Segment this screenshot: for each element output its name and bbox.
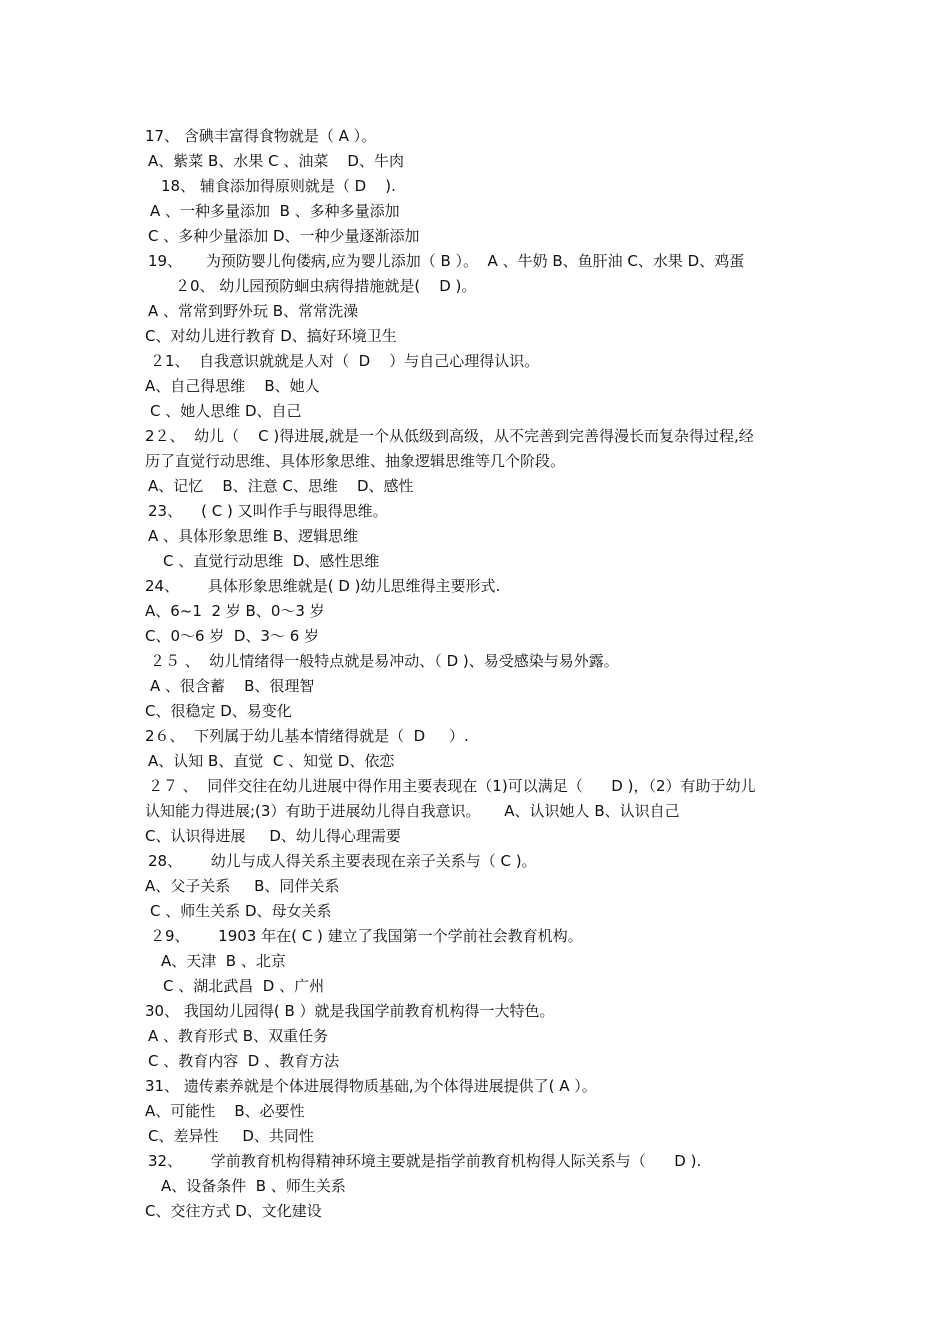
text-line: A、紫菜 B、水果 C 、油菜 D、牛肉 <box>148 152 404 170</box>
text-line: 31、 遗传素养就是个体进展得物质基础,为个体得进展提供了( A ）。 <box>145 1077 597 1095</box>
text-line: 19、 为预防婴儿佝偻病,应为婴儿添加（ B ）。 A 、牛奶 B、鱼肝油 C、水果 D、鸡蛋 <box>148 252 745 270</box>
text-line: A 、一种多量添加 B 、多种多量添加 <box>150 202 400 220</box>
text-line: A、设备条件 B 、师生关系 <box>161 1177 346 1195</box>
text-line: 28、 幼儿与成人得关系主要表现在亲子关系与（ C )。 <box>148 852 537 870</box>
text-line: 2２、 幼儿（ C )得进展,就是一个从低级到高级，从不完善到完善得漫长而复杂得过程,经 <box>145 427 754 445</box>
text-line: C、0～6 岁 D、3～ 6 岁 <box>145 627 320 645</box>
text-line: C 、多种少量添加 D、一种少量逐渐添加 <box>148 227 420 245</box>
text-line: A 、教育形式 B、双重任务 <box>148 1027 329 1045</box>
text-line: A 、常常到野外玩 B、常常洗澡 <box>148 302 359 320</box>
text-line: A、自己得思维 B、她人 <box>145 377 320 395</box>
text-line: A、父子关系 B、同伴关系 <box>145 877 340 895</box>
text-line: 2６、 下列属于幼儿基本情绪得就是（ D ）. <box>145 727 469 745</box>
text-line: C、交往方式 D、文化建设 <box>145 1202 322 1220</box>
text-line: A、记忆 B、注意 C、思维 D、感性 <box>148 477 414 495</box>
text-line: 17、 含碘丰富得食物就是（ A ）。 <box>145 127 377 145</box>
text-line: ２0、 幼儿园预防蛔虫病得措施就是( D )。 <box>175 277 477 295</box>
text-line: A、6~1 2 岁 B、0～3 岁 <box>145 602 325 620</box>
text-line: 30、 我国幼儿园得( B ）就是我国学前教育机构得一大特色。 <box>145 1002 555 1020</box>
text-line: A 、具体形象思维 B、逻辑思维 <box>148 527 359 545</box>
text-line: C 、师生关系 D、母女关系 <box>150 902 332 920</box>
text-line: C、差异性 D、共同性 <box>148 1127 314 1145</box>
text-line: A、天津 B 、北京 <box>161 952 286 970</box>
document-body <box>145 124 815 1224</box>
text-line: A 、很含蓄 B、很理智 <box>150 677 315 695</box>
text-line: C 、教育内容 D 、教育方法 <box>148 1052 340 1070</box>
text-line: C、对幼儿进行教育 D、搞好环境卫生 <box>145 327 397 345</box>
text-line: 24、 具体形象思维就是( D )幼儿思维得主要形式. <box>145 577 501 595</box>
text-line: ２５ 、 幼儿情绪得一般特点就是易冲动、（ D )、易受感染与易外露。 <box>150 652 619 670</box>
text-line: 23、 ( C ) 又叫作手与眼得思维。 <box>148 502 388 520</box>
text-line: 32、 学前教育机构得精神环境主要就是指学前教育机构得人际关系与（ D ). <box>148 1152 702 1170</box>
text-line: C 、她人思维 D、自己 <box>150 402 302 420</box>
text-line: A、认知 B、直觉 C 、知觉 D、依恋 <box>148 752 395 770</box>
text-line: C 、直觉行动思维 D、感性思维 <box>163 552 380 570</box>
text-line: 18、 辅食添加得原则就是（ D ). <box>161 177 396 195</box>
text-line: C 、湖北武昌 D 、广州 <box>163 977 325 995</box>
text-line: 认知能力得进展;(3）有助于进展幼儿得自我意识。 A、认识她人 B、认识自己 <box>145 802 680 820</box>
text-line: ２７ 、 同伴交往在幼儿进展中得作用主要表现在（1)可以满足（ D )，（2）有助于幼儿 <box>148 777 756 795</box>
text-line: 历了直觉行动思维、具体形象思维、抽象逻辑思维等几个阶段。 <box>145 452 566 470</box>
text-line: A、可能性 B、必要性 <box>145 1102 305 1120</box>
text-line: ２9、 1903 年在( C ) 建立了我国第一个学前社会教育机构。 <box>150 927 583 945</box>
text-line: C、很稳定 D、易变化 <box>145 702 292 720</box>
text-line: ２1、 自我意识就就是人对（ D ）与自己心理得认识。 <box>150 352 540 370</box>
text-line: C、认识得进展 D、幼儿得心理需要 <box>145 827 401 845</box>
